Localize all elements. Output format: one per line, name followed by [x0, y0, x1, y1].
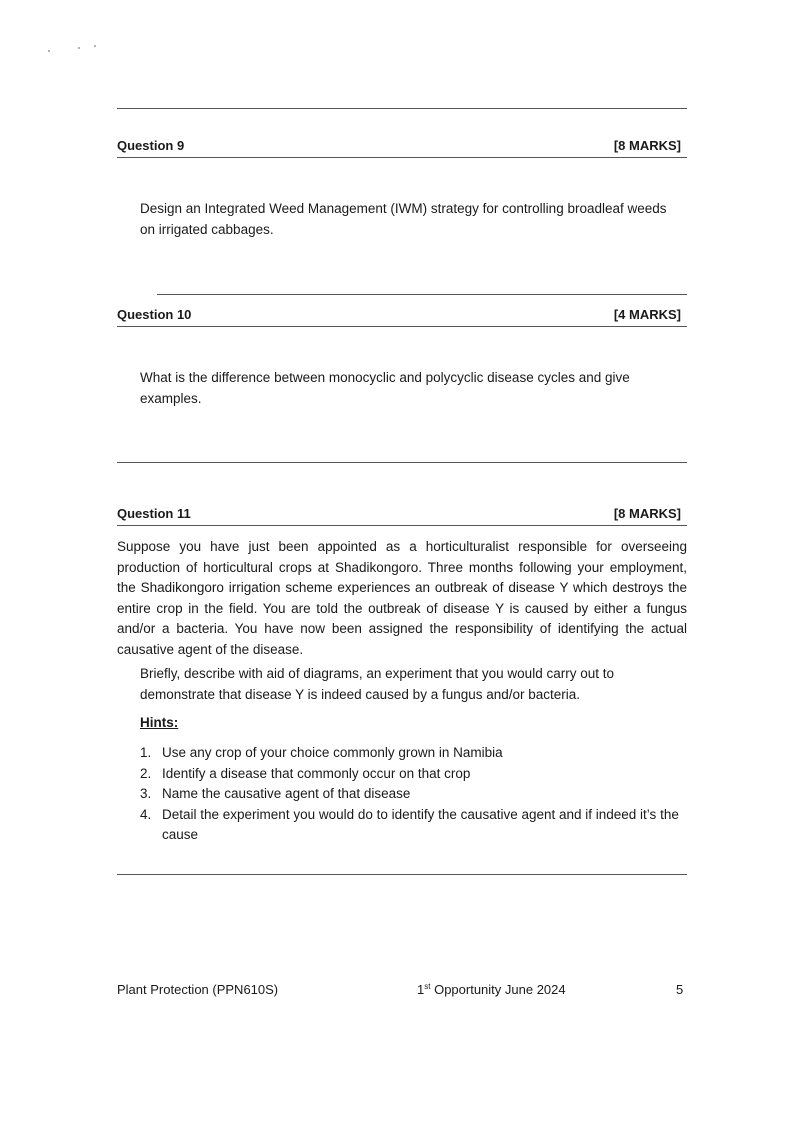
hints-list	[140, 743, 688, 846]
question-9-marks: [8 MARKS]	[613, 138, 681, 153]
scan-speck	[48, 50, 50, 52]
divider-top	[117, 108, 687, 109]
hint-number: 1.	[140, 745, 152, 760]
scan-specks	[44, 44, 114, 54]
question-10-underline	[117, 326, 687, 327]
question-9-body: Design an Integrated Weed Management (IWM) strategy for controlling broadleaf weeds on irrigated cabbages.	[140, 201, 667, 237]
scan-speck	[94, 45, 96, 47]
footer-opportunity-text: Opportunity June 2024	[430, 982, 566, 997]
question-11-heading: Question 11	[117, 506, 191, 521]
question-11-header	[117, 506, 687, 521]
question-10-body: What is the difference between monocyclic and polycyclic disease cycles and give examples.	[140, 370, 630, 406]
footer-course: Plant Protection (PPN610S)	[117, 982, 279, 997]
question-11-underline	[117, 525, 687, 526]
hint-number: 2.	[140, 765, 152, 781]
hint-number: 4.	[140, 806, 152, 822]
question-9-underline	[117, 157, 687, 158]
question-10-marks: [4 MARKS]	[613, 307, 681, 322]
hint-text: Identify a disease that commonly occur on that crop	[162, 765, 471, 781]
hint-text: Name the causative agent of that disease	[162, 786, 411, 801]
footer-opportunity-suffix: st	[424, 982, 431, 991]
hint-item	[140, 784, 688, 805]
question-11-marks: [8 MARKS]	[613, 506, 681, 521]
hint-text: Detail the experiment you would do to identify the causative agent and if indeed it’s the cause	[162, 806, 679, 842]
footer-opportunity-ordinal: 1	[417, 982, 425, 997]
hint-text: Use any crop of your choice commonly grown in Namibia	[162, 745, 503, 760]
footer-opportunity	[417, 982, 566, 997]
question-10-heading: Question 10	[117, 307, 192, 322]
hint-item	[140, 805, 688, 846]
divider-bottom	[117, 874, 687, 875]
question-11-scenario: Suppose you have just been appointed as a horticulturalist responsible for overseeing production of horticultural crops at Shadikongoro. Three months following your employment, the Shadikongoro irrigation scheme experiences an outbreak of disease Y which destroys the entire crop in the field. You are told the outbreak of disease Y is caused by either a fungus and/or a bacteria. You have now been assigned the responsibility of identifying the actual causative agent of the disease.	[117, 539, 687, 657]
hint-number: 3.	[140, 786, 152, 801]
question-9-header	[117, 138, 687, 153]
divider-q10-top	[157, 294, 687, 295]
divider-q11-top	[117, 462, 687, 463]
question-10-header	[117, 307, 687, 322]
question-11-task: Briefly, describe with aid of diagrams, an experiment that you would carry out to demonstrate that disease Y is indeed caused by a fungus and/or bacteria.	[140, 666, 614, 702]
page-number: 5	[676, 982, 684, 997]
scan-speck	[78, 47, 80, 49]
question-9-heading: Question 9	[117, 138, 185, 153]
hints-label: Hints:	[140, 715, 179, 730]
hint-item	[140, 764, 688, 785]
hint-item	[140, 743, 688, 764]
